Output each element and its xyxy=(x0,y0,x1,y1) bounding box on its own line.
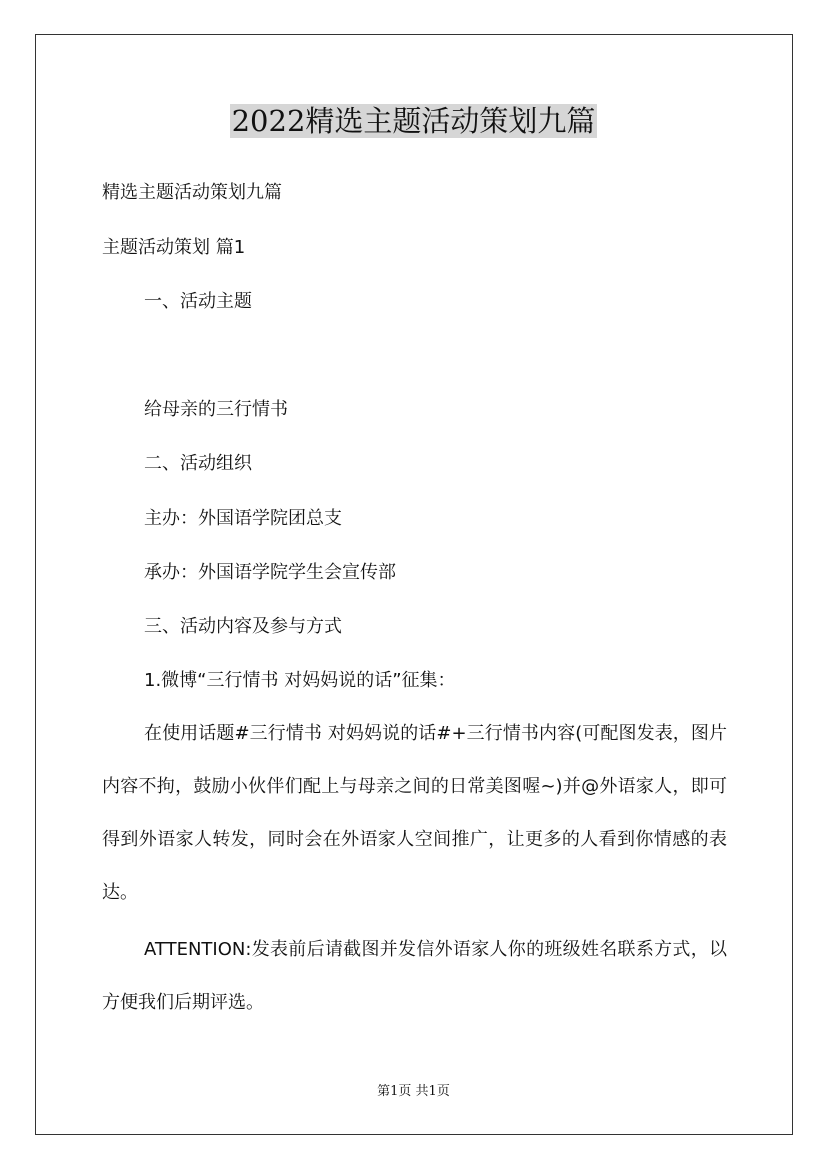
page-footer: 第1页 共1页 xyxy=(377,1084,450,1099)
activity-theme-text: 给母亲的三行情书 xyxy=(144,399,288,420)
paragraph-attention: ATTENTION:发表前后请截图并发信外语家人你的班级姓名联系方式，以方便我们后期评选。 xyxy=(102,939,727,1013)
weibo-item-heading: 1.微博“三行情书 对妈妈说的话”征集： xyxy=(144,670,456,691)
heading-activity-theme: 一、活动主题 xyxy=(144,291,252,312)
section-heading-1: 主题活动策划 篇1 xyxy=(102,237,246,258)
document-title-text: 2022精选主题活动策划九篇 xyxy=(231,104,596,138)
heading-activity-content: 三、活动内容及参与方式 xyxy=(144,616,342,637)
document-title xyxy=(0,100,827,142)
subtitle-line: 精选主题活动策划九篇 xyxy=(102,182,282,203)
co-organizer-line: 承办：外国语学院学生会宣传部 xyxy=(144,562,396,583)
paragraph-usage-instructions: 在使用话题#三行情书 对妈妈说的话#+三行情书内容(可配图发表，图片内容不拘，鼓励小伙伴们配上与母亲之间的日常美图喔~)并@外语家人，即可得到外语家人转发，同时会在外语家人空间推广，让更多的人看到你情感的表达。 xyxy=(102,723,727,903)
heading-activity-organization: 二、活动组织 xyxy=(144,453,252,474)
organizer-line: 主办：外国语学院团总支 xyxy=(144,508,342,529)
